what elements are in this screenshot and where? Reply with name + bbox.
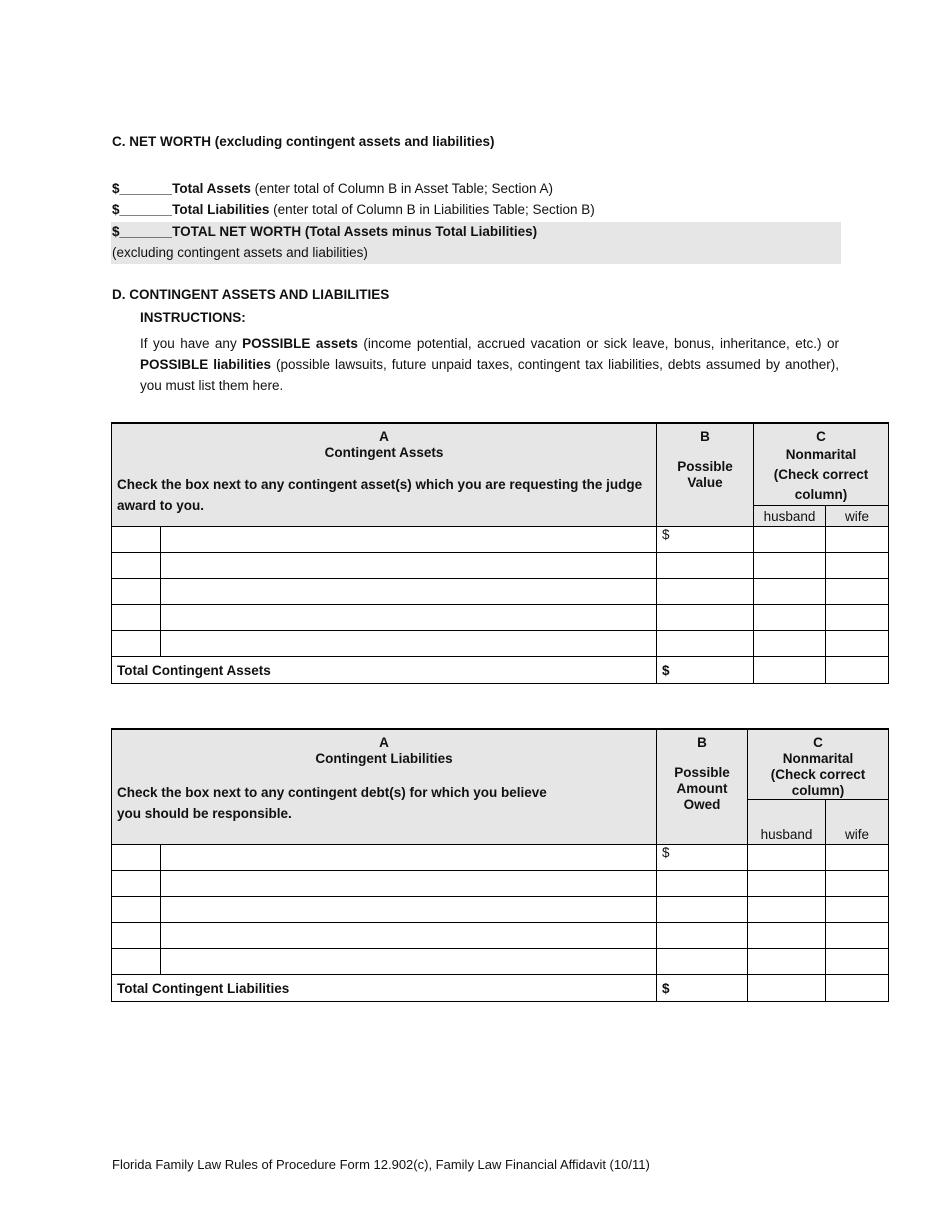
col-a-instructions: Check the box next to any contingent debt(s) for which you believe you should be responsible.	[117, 785, 547, 821]
wife-cell[interactable]	[826, 949, 889, 975]
amount-cell[interactable]	[657, 923, 748, 949]
husband-column-header: husband	[748, 800, 826, 845]
checkbox-cell[interactable]	[112, 527, 161, 553]
wife-column-header: wife	[826, 506, 889, 527]
asset-description-cell[interactable]	[161, 579, 657, 605]
value-cell[interactable]: $	[657, 527, 754, 553]
col-b-header	[657, 423, 754, 527]
col-a-instructions: Check the box next to any contingent asset(s) which you are requesting the judge award to you.	[117, 477, 643, 513]
section-c-heading: C. NET WORTH (excluding contingent assets and liabilities)	[112, 134, 495, 149]
table-row	[112, 949, 889, 975]
total-liabilities-label: Total Liabilities	[172, 202, 270, 217]
wife-cell[interactable]	[826, 845, 889, 871]
col-c-title: Nonmarital (Check correct column)	[770, 751, 866, 798]
instr-text: (possible lawsuits, future unpaid taxes, contingent tax liabilities, debts assumed by another), you must list them here.	[140, 357, 839, 393]
col-c-header	[748, 729, 889, 800]
table-row	[112, 631, 889, 657]
liability-description-cell[interactable]	[161, 897, 657, 923]
checkbox-cell[interactable]	[112, 631, 161, 657]
husband-column-header: husband	[754, 506, 826, 527]
total-liabilities-note: (enter total of Column B in Liabilities Table; Section B)	[269, 202, 595, 217]
checkbox-cell[interactable]	[112, 897, 161, 923]
total-assets-note: (enter total of Column B in Asset Table; Section A)	[250, 181, 554, 196]
wife-cell[interactable]	[826, 527, 889, 553]
col-c-title: Nonmarital (Check correct column)	[773, 447, 869, 502]
checkbox-cell[interactable]	[112, 871, 161, 897]
asset-description-cell[interactable]	[161, 527, 657, 553]
section-d-heading: D. CONTINGENT ASSETS AND LIABILITIES	[112, 287, 390, 302]
table-row	[112, 897, 889, 923]
total-label: Total Contingent Liabilities	[112, 975, 657, 1002]
asset-description-cell[interactable]	[161, 631, 657, 657]
net-worth-label: TOTAL NET WORTH (Total Assets minus Total Liabilities)	[172, 224, 538, 239]
table-row	[112, 871, 889, 897]
col-a-title: Contingent Liabilities	[315, 751, 453, 766]
total-liabilities-line	[112, 202, 595, 217]
husband-total-cell[interactable]	[748, 975, 826, 1002]
asset-description-cell[interactable]	[161, 553, 657, 579]
total-assets-label: Total Assets	[172, 181, 251, 196]
husband-cell[interactable]	[754, 527, 826, 553]
husband-cell[interactable]	[748, 923, 826, 949]
total-row	[112, 975, 889, 1002]
value-cell[interactable]	[657, 553, 754, 579]
husband-cell[interactable]	[748, 871, 826, 897]
value-cell[interactable]	[657, 579, 754, 605]
husband-cell[interactable]	[754, 605, 826, 631]
col-c-header	[754, 423, 889, 506]
checkbox-cell[interactable]	[112, 923, 161, 949]
wife-column-header: wife	[826, 800, 889, 845]
total-label: Total Contingent Assets	[112, 657, 657, 684]
col-b-title: Possible Amount Owed	[674, 765, 730, 812]
wife-total-cell[interactable]	[826, 975, 889, 1002]
checkbox-cell[interactable]	[112, 605, 161, 631]
col-a-letter: A	[379, 735, 389, 750]
total-assets-line	[112, 181, 553, 196]
amount-cell[interactable]	[657, 871, 748, 897]
checkbox-cell[interactable]	[112, 553, 161, 579]
col-a-title: Contingent Assets	[324, 445, 444, 460]
col-c-letter: C	[816, 429, 826, 444]
total-assets-blank[interactable]: $_______	[112, 181, 173, 196]
husband-cell[interactable]	[754, 553, 826, 579]
total-liabilities-blank[interactable]: $_______	[112, 202, 173, 217]
wife-cell[interactable]	[826, 605, 889, 631]
col-a-header	[112, 729, 657, 845]
checkbox-cell[interactable]	[112, 579, 161, 605]
col-b-letter: B	[700, 429, 710, 444]
net-worth-line	[112, 224, 537, 239]
total-row	[112, 657, 889, 684]
wife-cell[interactable]	[826, 897, 889, 923]
col-b-header	[657, 729, 748, 845]
table-row	[112, 605, 889, 631]
wife-cell[interactable]	[826, 923, 889, 949]
net-worth-blank[interactable]: $_______	[112, 224, 173, 239]
liability-description-cell[interactable]	[161, 949, 657, 975]
wife-total-cell[interactable]	[826, 657, 889, 684]
table-row	[112, 923, 889, 949]
instr-text: (income potential, accrued vacation or sick leave, bonus, inheritance, etc.) or	[357, 336, 839, 351]
table-row	[112, 579, 889, 605]
contingent-liabilities-table	[111, 728, 889, 1002]
table-row	[112, 527, 889, 553]
col-c-letter: C	[813, 735, 823, 750]
liability-description-cell[interactable]	[161, 871, 657, 897]
asset-description-cell[interactable]	[161, 605, 657, 631]
wife-cell[interactable]	[826, 579, 889, 605]
col-b-title: Possible Value	[677, 459, 733, 490]
col-a-letter: A	[379, 429, 389, 444]
husband-cell[interactable]	[754, 579, 826, 605]
net-worth-subnote: (excluding contingent assets and liabilities)	[112, 245, 368, 260]
amount-cell[interactable]: $	[657, 845, 748, 871]
liability-description-cell[interactable]	[161, 845, 657, 871]
footer: Florida Family Law Rules of Procedure Form 12.902(c), Family Law Financial Affidavit (10/11)	[112, 1157, 650, 1172]
contingent-assets-table	[111, 422, 889, 684]
instr-bold-assets: POSSIBLE assets	[242, 336, 358, 351]
col-b-letter: B	[697, 735, 707, 750]
table-row	[112, 845, 889, 871]
husband-cell[interactable]	[754, 631, 826, 657]
instructions-label: INSTRUCTIONS:	[140, 310, 246, 325]
total-value-cell[interactable]: $	[657, 657, 754, 684]
value-cell[interactable]	[657, 631, 754, 657]
table-row	[112, 553, 889, 579]
wife-cell[interactable]	[826, 553, 889, 579]
husband-cell[interactable]	[748, 949, 826, 975]
checkbox-cell[interactable]	[112, 845, 161, 871]
husband-cell[interactable]	[748, 897, 826, 923]
amount-cell[interactable]	[657, 897, 748, 923]
instructions-text	[140, 333, 839, 396]
wife-cell[interactable]	[826, 631, 889, 657]
wife-cell[interactable]	[826, 871, 889, 897]
col-a-header	[112, 423, 657, 527]
amount-cell[interactable]	[657, 949, 748, 975]
liability-description-cell[interactable]	[161, 923, 657, 949]
total-amount-cell[interactable]: $	[657, 975, 748, 1002]
husband-cell[interactable]	[748, 845, 826, 871]
value-cell[interactable]	[657, 605, 754, 631]
instr-bold-liabilities: POSSIBLE liabilities	[140, 357, 272, 372]
checkbox-cell[interactable]	[112, 949, 161, 975]
instr-text: If you have any	[140, 336, 243, 351]
husband-total-cell[interactable]	[754, 657, 826, 684]
